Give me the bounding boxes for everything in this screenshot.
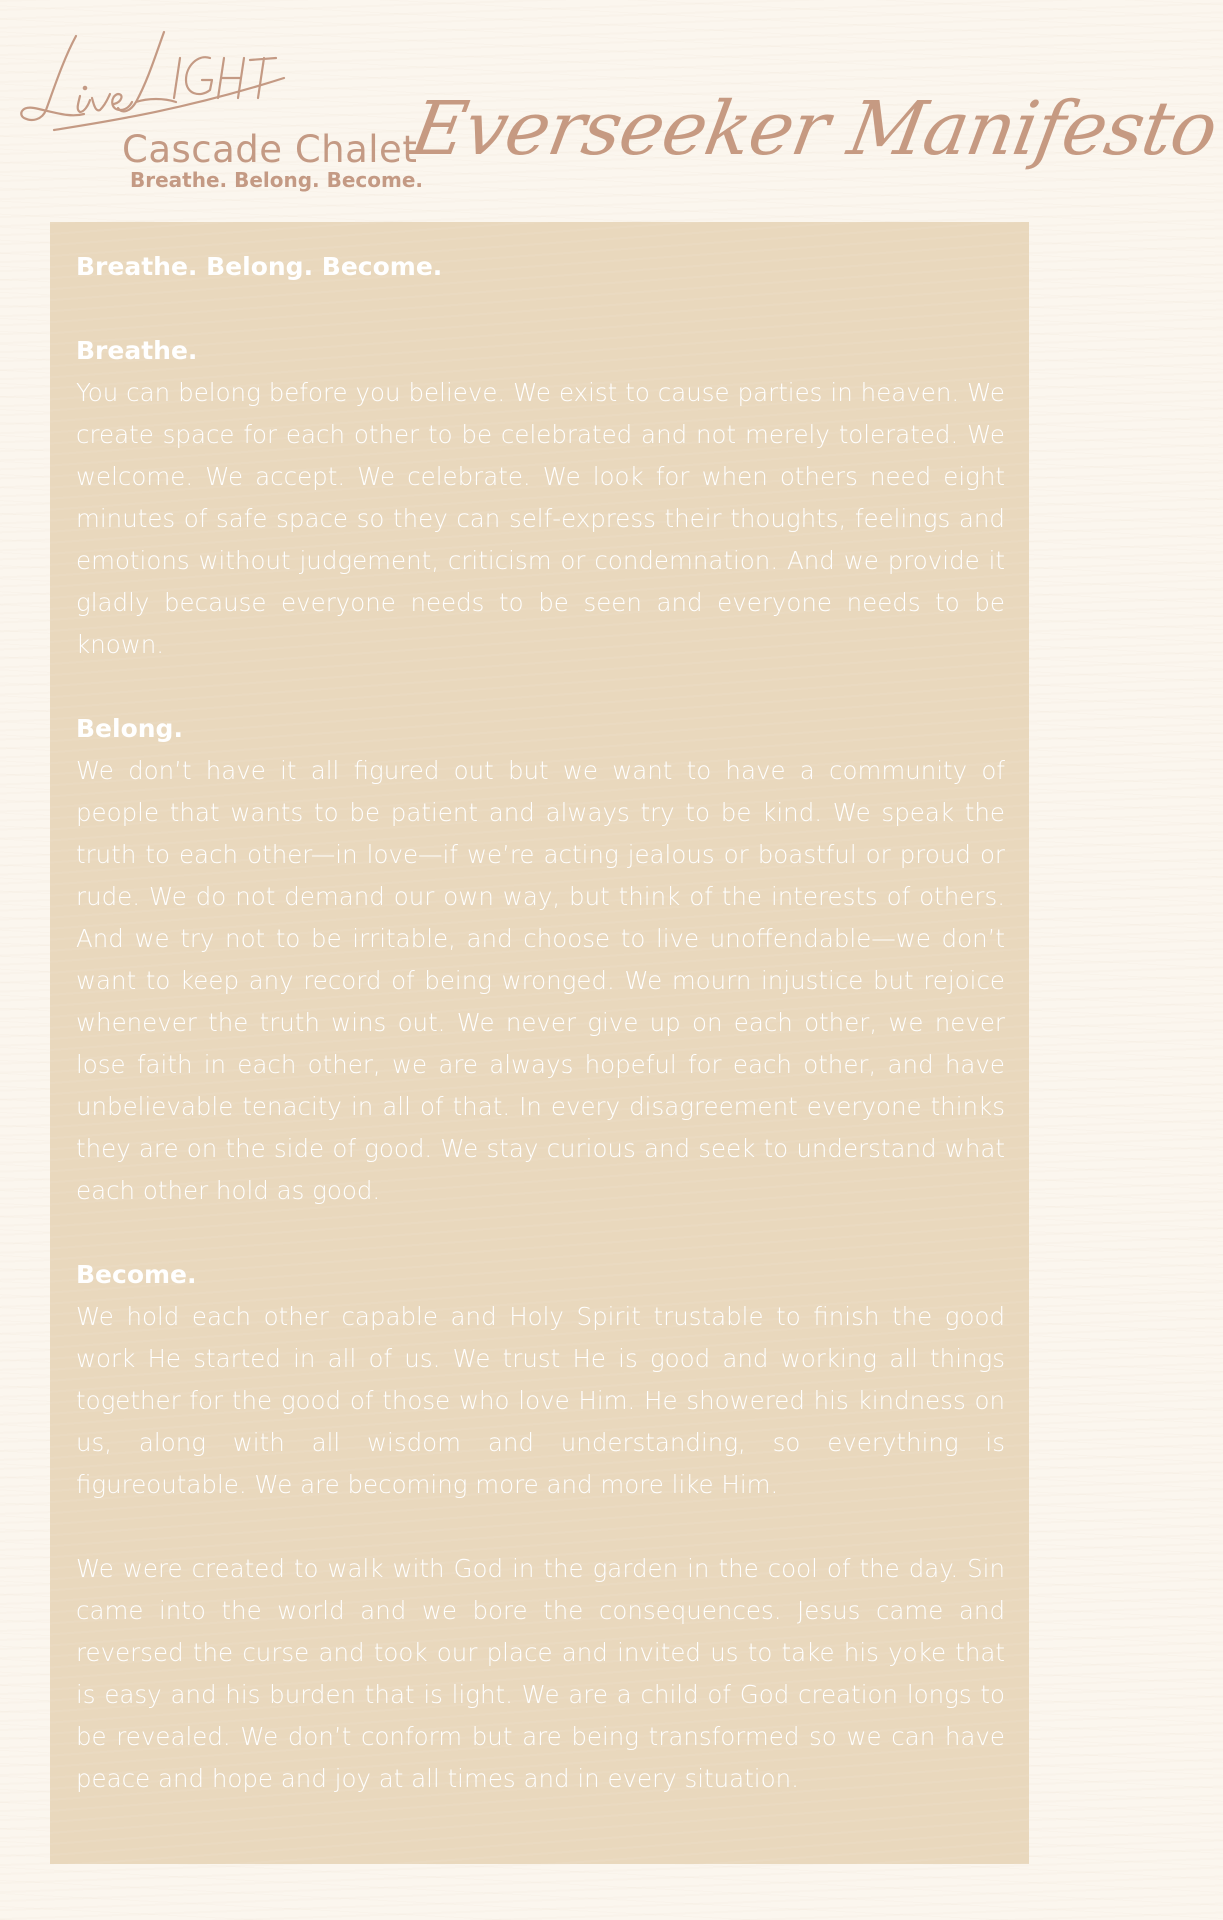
section-body-become: We hold each other capable and Holy Spirit trustable to finish the good work He started in all of us. We trust He is good and working all things together for the good of those who love Him. He showered his kindness on us, along with all wisdom and understanding, so everything is figureoutable. We are becoming more and more like Him. [76,1302,1005,1499]
header [0,0,1223,222]
section-body-belong: We don’t have it all figured out but we want to have a community of people that wants to be patient and always try to be kind. We speak the truth to each other—in love—if we’re acting jealous or boastful or proud or rude. We do not demand our own way, but think of the interests of others. And we try not to be irritable, and choose to live unoffendable—we don’t want to keep any record of being wronged. We mourn injustice but rejoice whenever the truth wins out. We never give up on each other, we never lose faith in each other, we are always hopeful for each other, and have unbelievable tenacity in all of that. In every disagreement everyone thinks they are on the side of good. We stay curious and seek to understand what each other hold as good. [76,756,1005,1205]
section-heading-belong: Belong. [76,714,183,743]
section-body-breathe: You can belong before you believe. We exist to cause parties in heaven. We create space for each other to be celebrated and not merely tolerated. We welcome. We accept. We celebrate. We look for when others need eight minutes of safe space so they can self-express their thoughts, feelings and emotions without judgement, criticism or condemnation. And we provide it gladly because everyone needs to be seen and everyone needs to be known. [76,378,1005,659]
intro-heading: Breathe. Belong. Become. [76,252,443,281]
manifesto-panel [50,222,1029,1864]
logo-tagline: Breathe. Belong. Become. [130,168,424,192]
section-heading-breathe: Breathe. [76,336,198,365]
logo-name: Cascade Chalet [122,128,418,171]
page-title: Everseeker Manifesto [405,86,1223,172]
section-heading-become: Become. [76,1260,197,1289]
closing-paragraph: We were created to walk with God in the garden in the cool of the day. Sin came into the world and we bore the consequences. Jesus came and reversed the curse and took our place and invited us to take his yoke that is easy and his burden that is light. We are a child of God creation longs to be revealed. We don’t conform but are being transformed so we can have peace and hope and joy at all times and in every situation. [76,1554,1005,1793]
